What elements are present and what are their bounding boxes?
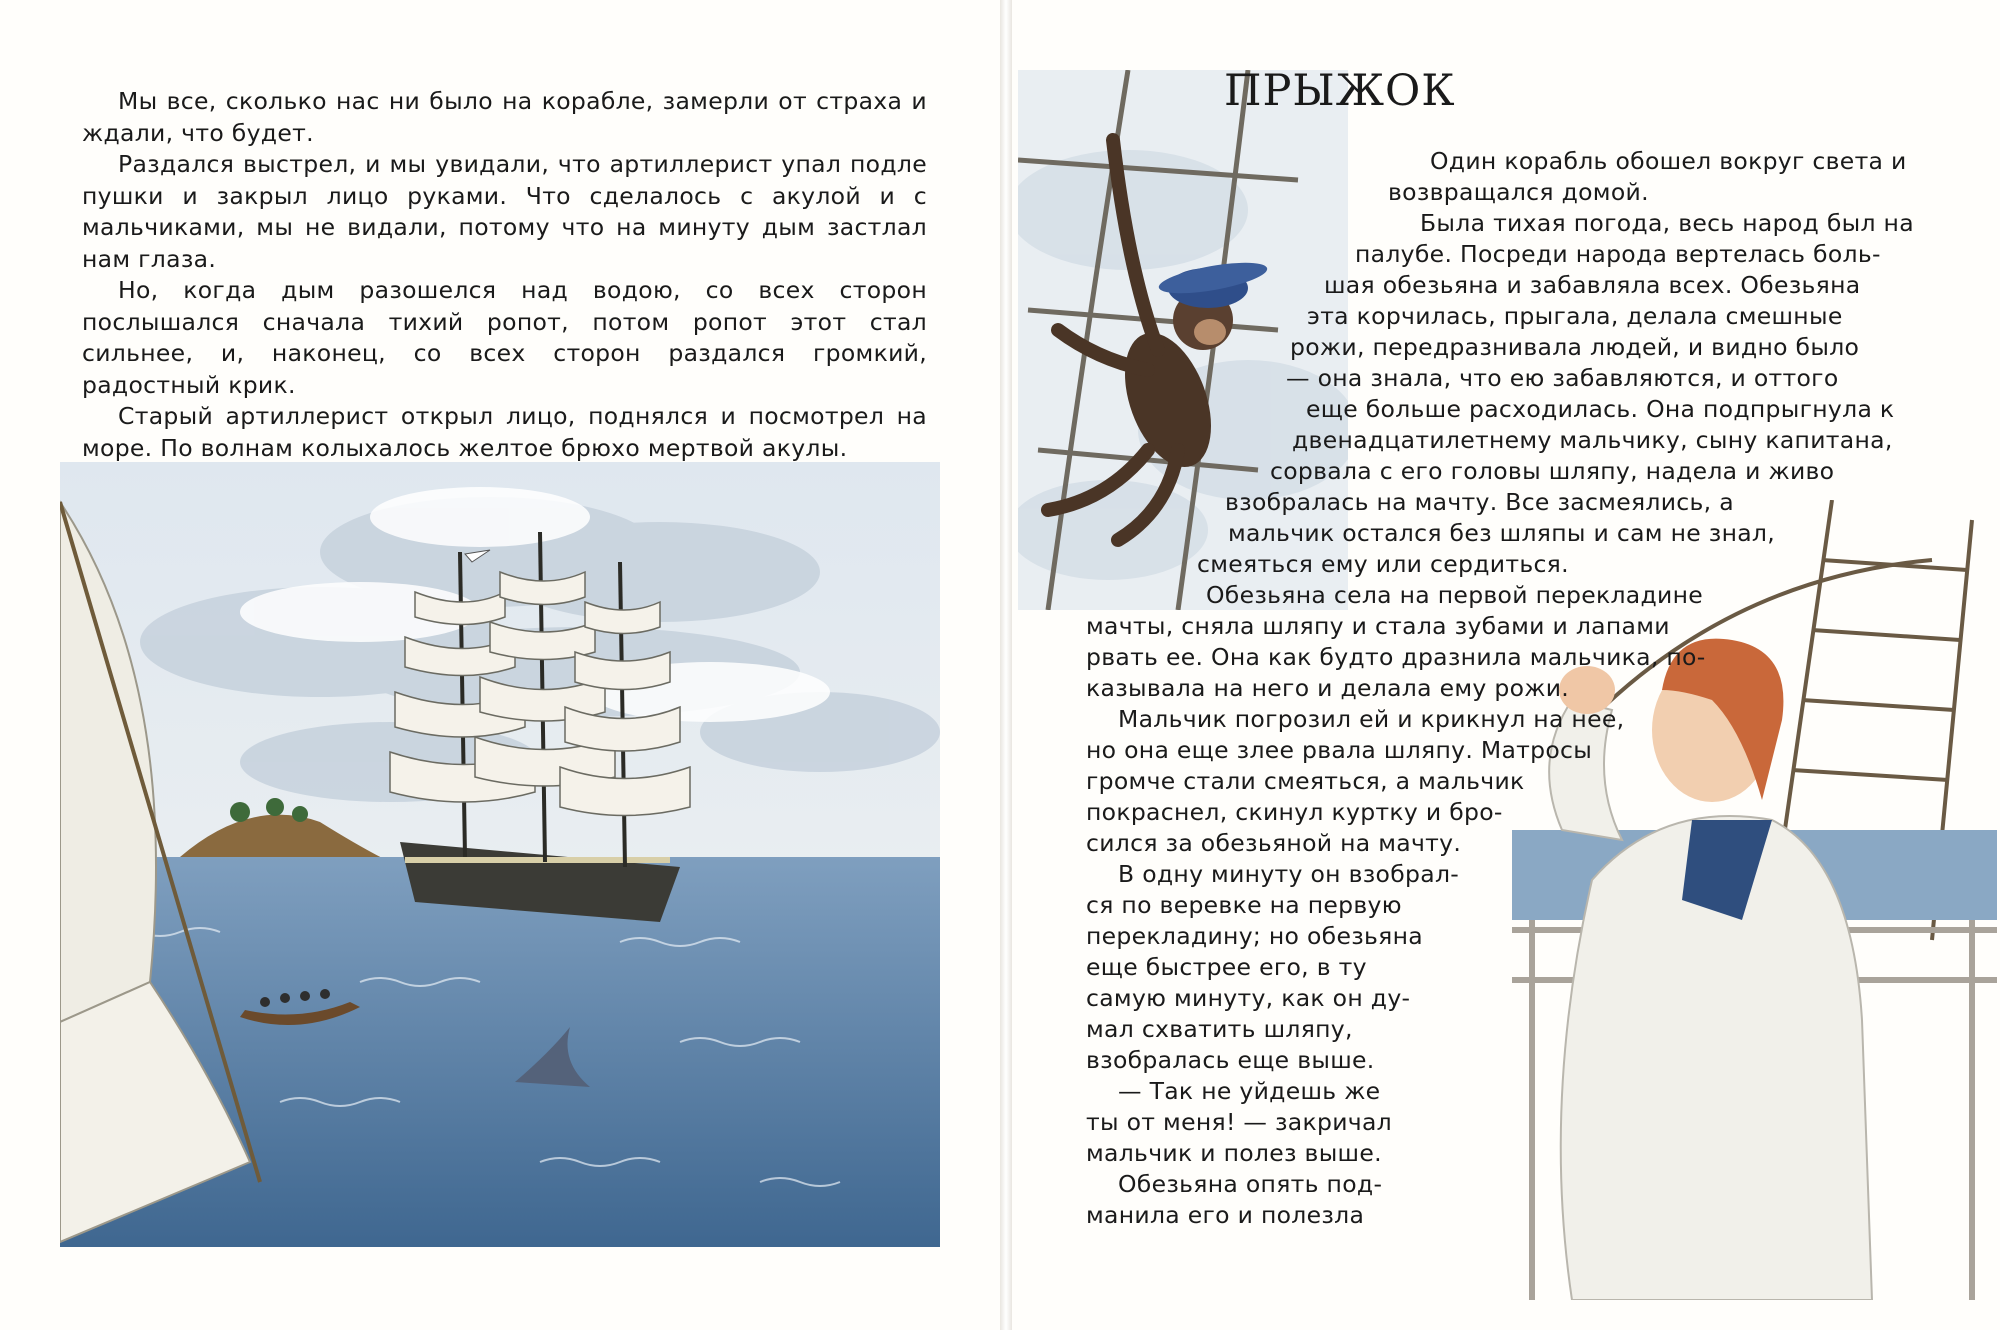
paragraph: Но, когда дым разошелся над водою, со всех сторон послышался сначала тихий ропот, потом ропот этот стал сильнее, и, наконец, со всех сторон раздался громкий, радостный крик. [82, 276, 927, 399]
text-line: мальчик и полез выше. [1086, 1139, 1382, 1167]
book-gutter [1000, 0, 1012, 1330]
text-line: В одну минуту он взобрал- [1118, 860, 1460, 888]
text-line: ты от меня! — закричал [1086, 1108, 1392, 1136]
text-line: возвращался домой. [1388, 178, 1649, 206]
story-title: ПРЫЖОК [1224, 66, 1456, 116]
paragraph: Старый артиллерист открыл лицо, поднялся и посмотрел на море. По волнам колыхалось желтое брюхо мертвой акулы. [82, 402, 927, 462]
text-line: рвать ее. Она как будто дразнила мальчика, по- [1086, 643, 1706, 671]
text-line: мальчик остался без шляпы и сам не знал, [1228, 519, 1776, 547]
text-line: мал схватить шляпу, [1086, 1015, 1353, 1043]
text-line: Обезьяна опять под- [1118, 1170, 1383, 1198]
text-line: — она знала, что ею забавляются, и оттого [1286, 364, 1839, 392]
text-line: казывала на него и делала ему рожи. [1086, 674, 1570, 702]
text-line: шая обезьяна и забавляла всех. Обезьяна [1324, 271, 1861, 299]
ship-scene-illustration [60, 462, 940, 1247]
text-line: Один корабль обошел вокруг света и [1430, 147, 1907, 175]
text-line: еще больше расходилась. Она подпрыгнула к [1306, 395, 1895, 423]
text-line: сорвала с его головы шляпу, надела и живо [1270, 457, 1835, 485]
text-line: громче стали смеяться, а мальчик [1086, 767, 1525, 795]
text-line: Была тихая погода, весь народ был на [1420, 209, 1914, 237]
paragraph: Раздался выстрел, и мы увидали, что артиллерист упал подле пушки и закрыл лицо руками. Что сделалось с акулой и с мальчиками, мы не видали, потому что на минуту дым застлал нам глаза. [82, 150, 927, 273]
text-line: Мальчик погрозил ей и крикнул на нее, [1118, 705, 1625, 733]
text-line: взобралась еще выше. [1086, 1046, 1375, 1074]
text-line: манила его и полезла [1086, 1201, 1365, 1229]
text-line: Обезьяна села на первой перекладине [1206, 581, 1704, 609]
text-line: мачты, сняла шляпу и стала зубами и лапами [1086, 612, 1670, 640]
text-line: самую минуту, как он ду- [1086, 984, 1411, 1012]
text-line: рожи, передразнивала людей, и видно было [1290, 333, 1860, 361]
text-line: ся по веревке на первую [1086, 891, 1402, 919]
text-line: смеяться ему или сердиться. [1197, 550, 1569, 578]
text-line: — Так не уйдешь же [1118, 1077, 1381, 1105]
text-line: покраснел, скинул куртку и бро- [1086, 798, 1503, 826]
text-line: сился за обезьяной на мачту. [1086, 829, 1462, 857]
paragraph: Мы все, сколько нас ни было на корабле, замерли от страха и ждали, что будет. [82, 87, 927, 147]
text-line: но она еще злее рвала шляпу. Матросы [1086, 736, 1593, 764]
text-line: эта корчилась, прыгала, делала смешные [1307, 302, 1843, 330]
left-page-text [82, 86, 927, 527]
text-line: взобралась на мачту. Все засмеялись, а [1225, 488, 1734, 516]
text-line: двенадцатилетнему мальчику, сыну капитана, [1292, 426, 1893, 454]
text-line: палубе. Посреди народа вертелась боль- [1355, 240, 1881, 268]
text-line: еще быстрее его, в ту [1086, 953, 1367, 981]
text-line: перекладину; но обезьяна [1086, 922, 1423, 950]
